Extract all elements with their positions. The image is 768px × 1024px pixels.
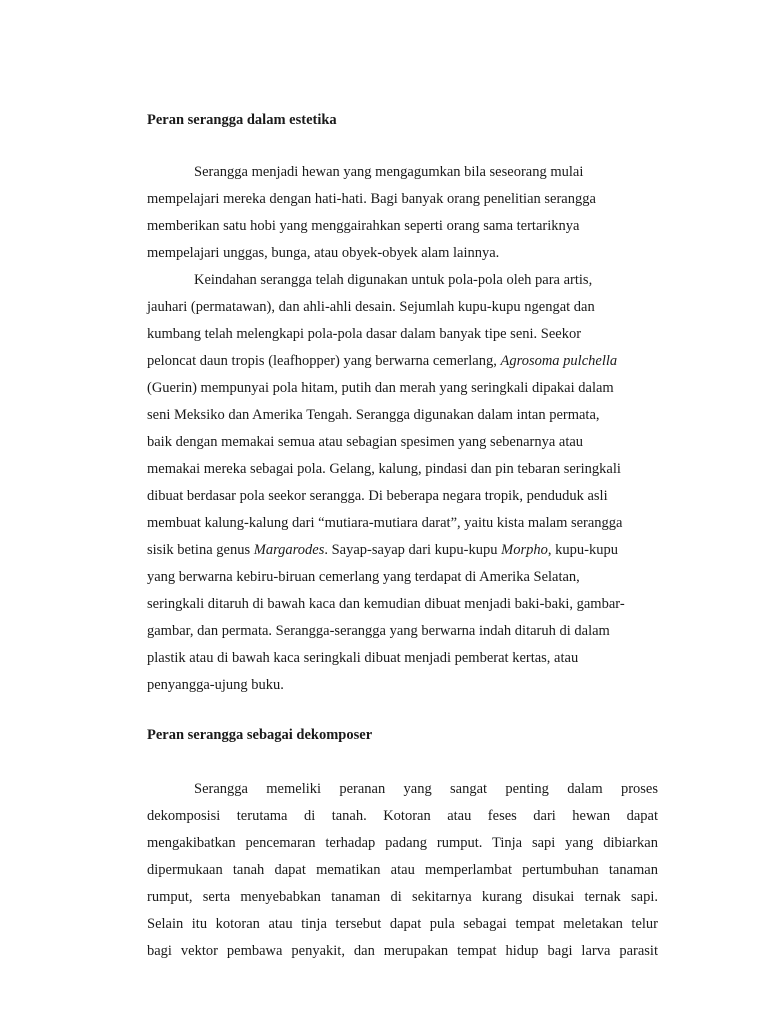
text-run: , kupu-kupu bbox=[547, 542, 618, 558]
paragraph-line: memakai mereka sebagai pola. Gelang, kalung, pindasi dan pin tebaran seringkali bbox=[147, 461, 621, 477]
paragraph-line: (Guerin) mempunyai pola hitam, putih dan merah yang seringkali dipakai dalam bbox=[147, 380, 614, 396]
genus-name: Margarodes bbox=[253, 542, 325, 558]
paragraph-line: plastik atau di bawah kaca seringkali dibuat menjadi pemberat kertas, atau bbox=[147, 650, 579, 666]
paragraph-line: jauhari (permatawan), dan ahli-ahli desain. Sejumlah kupu-kupu ngengat dan bbox=[147, 299, 595, 315]
paragraph-line: Selain itu kotoran atau tinja tersebut dapat pula sebagai tempat meletakan telur bbox=[147, 916, 658, 932]
paragraph-line: dipermukaan tanah dapat mematikan atau memperlambat pertumbuhan tanaman bbox=[147, 862, 658, 878]
text-run: . Sayap-sayap dari kupu-kupu bbox=[324, 542, 502, 558]
paragraph-line: seringkali ditaruh di bawah kaca dan kemudian dibuat menjadi baki-baki, gambar- bbox=[147, 596, 625, 612]
paragraph-line: gambar, dan permata. Serangga-serangga yang berwarna indah ditaruh di dalam bbox=[147, 623, 610, 639]
paragraph-line: mempelajari unggas, bunga, atau obyek-obyek alam lainnya. bbox=[147, 245, 500, 261]
text-run: peloncat daun tropis (leafhopper) yang berwarna cemerlang, bbox=[147, 353, 501, 369]
paragraph-line: memberikan satu hobi yang menggairahkan seperti orang sama tertariknya bbox=[147, 218, 580, 234]
paragraph-line bbox=[147, 540, 618, 560]
paragraph-line: membuat kalung-kalung dari “mutiara-mutiara darat”, yaitu kista malam serangga bbox=[147, 515, 623, 531]
section-heading-dekomposer: Peran serangga sebagai dekomposer bbox=[147, 727, 373, 743]
paragraph-line: yang berwarna kebiru-biruan cemerlang yang terdapat di Amerika Selatan, bbox=[147, 569, 580, 585]
paragraph-line: kumbang telah melengkapi pola-pola dasar dalam banyak tipe seni. Seekor bbox=[147, 326, 582, 342]
species-name: Agrosoma pulchella bbox=[500, 353, 618, 369]
paragraph-line: mengakibatkan pencemaran terhadap padang rumput. Tinja sapi yang dibiarkan bbox=[147, 835, 658, 851]
text-run: sisik betina genus bbox=[147, 542, 254, 558]
genus-name: Morpho bbox=[501, 542, 548, 558]
paragraph-line: baik dengan memakai semua atau sebagian spesimen yang sebenarnya atau bbox=[147, 434, 584, 450]
paragraph-line: Serangga memeliki peranan yang sangat penting dalam proses bbox=[194, 781, 658, 797]
paragraph-line: seni Meksiko dan Amerika Tengah. Serangga digunakan dalam intan permata, bbox=[147, 407, 600, 423]
paragraph-line: dibuat berdasar pola seekor serangga. Di beberapa negara tropik, penduduk asli bbox=[147, 488, 608, 504]
paragraph-line: mempelajari mereka dengan hati-hati. Bagi banyak orang penelitian serangga bbox=[147, 191, 596, 207]
paragraph-line: Serangga menjadi hewan yang mengagumkan bila seseorang mulai bbox=[194, 164, 584, 180]
paragraph-line: rumput, serta menyebabkan tanaman di sekitarnya kurang disukai ternak sapi. bbox=[147, 889, 658, 905]
paragraph-line: dekomposisi terutama di tanah. Kotoran atau feses dari hewan dapat bbox=[147, 808, 658, 824]
paragraph-line bbox=[147, 351, 617, 371]
paragraph-line: penyangga-ujung buku. bbox=[147, 677, 284, 693]
paragraph-line: Keindahan serangga telah digunakan untuk pola-pola oleh para artis, bbox=[194, 272, 593, 288]
paragraph-line: bagi vektor pembawa penyakit, dan merupakan tempat hidup bagi larva parasit bbox=[147, 943, 658, 959]
section-heading-estetika: Peran serangga dalam estetika bbox=[147, 112, 337, 128]
